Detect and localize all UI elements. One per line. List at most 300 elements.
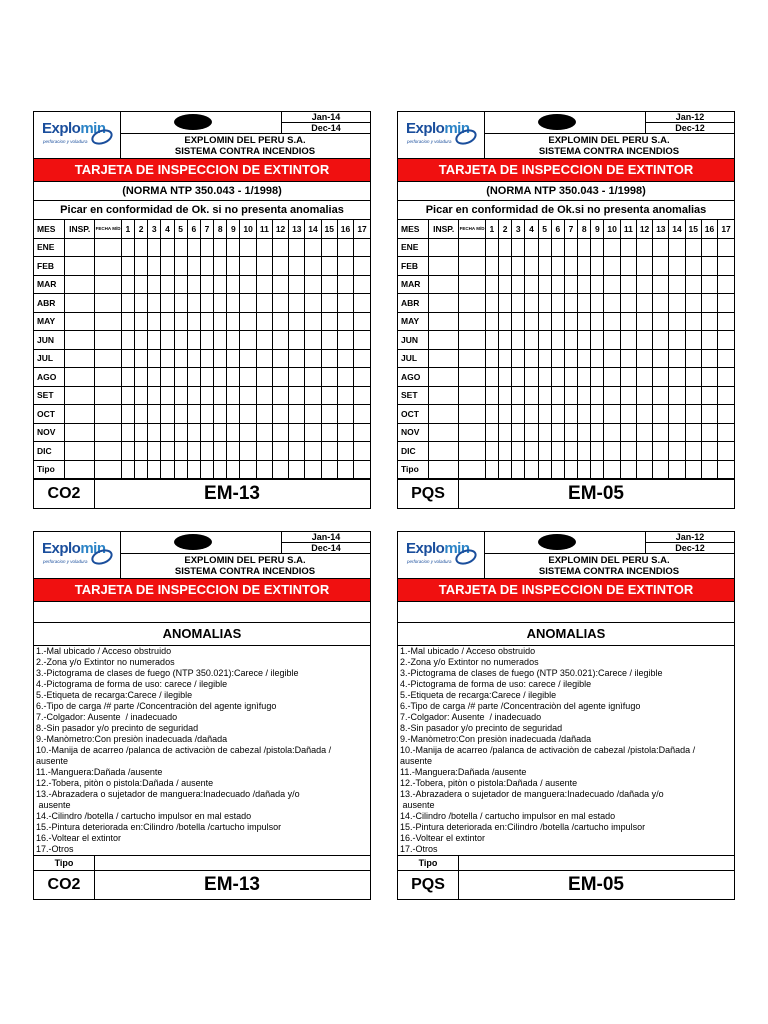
check-cell[interactable] [653, 312, 669, 331]
check-cell[interactable] [95, 442, 121, 461]
check-cell[interactable] [591, 238, 604, 257]
check-cell[interactable] [161, 423, 174, 442]
check-cell[interactable] [161, 405, 174, 424]
check-cell[interactable] [485, 238, 498, 257]
check-cell[interactable] [485, 257, 498, 276]
check-cell[interactable] [718, 238, 734, 257]
check-cell[interactable] [134, 386, 147, 405]
check-cell[interactable] [337, 294, 353, 313]
check-cell[interactable] [161, 257, 174, 276]
check-cell[interactable] [718, 460, 734, 479]
check-cell[interactable] [121, 294, 134, 313]
check-cell[interactable] [591, 349, 604, 368]
check-cell[interactable] [174, 386, 187, 405]
check-cell[interactable] [256, 368, 272, 387]
check-cell[interactable] [272, 275, 288, 294]
check-cell[interactable] [685, 257, 701, 276]
check-cell[interactable] [148, 294, 161, 313]
check-cell[interactable] [305, 368, 321, 387]
check-cell[interactable] [718, 405, 734, 424]
check-cell[interactable] [121, 405, 134, 424]
check-cell[interactable] [174, 238, 187, 257]
check-cell[interactable] [512, 294, 525, 313]
check-cell[interactable] [227, 442, 240, 461]
check-cell[interactable] [321, 275, 337, 294]
check-cell[interactable] [669, 349, 685, 368]
check-cell[interactable] [354, 423, 370, 442]
check-cell[interactable] [121, 386, 134, 405]
check-cell[interactable] [240, 349, 256, 368]
check-cell[interactable] [174, 312, 187, 331]
check-cell[interactable] [321, 294, 337, 313]
check-cell[interactable] [95, 312, 121, 331]
check-cell[interactable] [305, 238, 321, 257]
check-cell[interactable] [701, 238, 717, 257]
check-cell[interactable] [337, 423, 353, 442]
check-cell[interactable] [134, 423, 147, 442]
check-cell[interactable] [95, 257, 121, 276]
check-cell[interactable] [591, 368, 604, 387]
check-cell[interactable] [337, 275, 353, 294]
check-cell[interactable] [620, 294, 636, 313]
check-cell[interactable] [148, 368, 161, 387]
check-cell[interactable] [354, 257, 370, 276]
check-cell[interactable] [620, 460, 636, 479]
check-cell[interactable] [200, 294, 213, 313]
check-cell[interactable] [240, 275, 256, 294]
check-cell[interactable] [669, 331, 685, 350]
check-cell[interactable] [148, 275, 161, 294]
check-cell[interactable] [620, 312, 636, 331]
check-cell[interactable] [685, 275, 701, 294]
check-cell[interactable] [591, 312, 604, 331]
check-cell[interactable] [459, 238, 485, 257]
check-cell[interactable] [498, 257, 511, 276]
check-cell[interactable] [653, 257, 669, 276]
check-cell[interactable] [551, 294, 564, 313]
check-cell[interactable] [227, 238, 240, 257]
check-cell[interactable] [174, 349, 187, 368]
check-cell[interactable] [653, 442, 669, 461]
check-cell[interactable] [685, 423, 701, 442]
check-cell[interactable] [64, 368, 94, 387]
check-cell[interactable] [701, 423, 717, 442]
check-cell[interactable] [214, 257, 227, 276]
check-cell[interactable] [578, 405, 591, 424]
check-cell[interactable] [200, 331, 213, 350]
check-cell[interactable] [240, 442, 256, 461]
check-cell[interactable] [538, 386, 551, 405]
check-cell[interactable] [525, 257, 538, 276]
check-cell[interactable] [161, 349, 174, 368]
check-cell[interactable] [256, 442, 272, 461]
check-cell[interactable] [134, 257, 147, 276]
check-cell[interactable] [272, 423, 288, 442]
check-cell[interactable] [64, 275, 94, 294]
check-cell[interactable] [653, 460, 669, 479]
check-cell[interactable] [256, 294, 272, 313]
check-cell[interactable] [428, 331, 458, 350]
check-cell[interactable] [669, 442, 685, 461]
check-cell[interactable] [256, 312, 272, 331]
check-cell[interactable] [538, 423, 551, 442]
check-cell[interactable] [551, 257, 564, 276]
check-cell[interactable] [121, 312, 134, 331]
check-cell[interactable] [653, 294, 669, 313]
check-cell[interactable] [459, 294, 485, 313]
check-cell[interactable] [604, 460, 620, 479]
check-cell[interactable] [604, 257, 620, 276]
check-cell[interactable] [272, 257, 288, 276]
check-cell[interactable] [551, 405, 564, 424]
check-cell[interactable] [354, 368, 370, 387]
check-cell[interactable] [551, 386, 564, 405]
check-cell[interactable] [272, 294, 288, 313]
check-cell[interactable] [669, 238, 685, 257]
check-cell[interactable] [272, 386, 288, 405]
check-cell[interactable] [161, 368, 174, 387]
check-cell[interactable] [289, 423, 305, 442]
check-cell[interactable] [227, 368, 240, 387]
check-cell[interactable] [161, 331, 174, 350]
check-cell[interactable] [214, 294, 227, 313]
check-cell[interactable] [161, 312, 174, 331]
check-cell[interactable] [485, 423, 498, 442]
check-cell[interactable] [718, 349, 734, 368]
check-cell[interactable] [564, 349, 577, 368]
check-cell[interactable] [564, 275, 577, 294]
check-cell[interactable] [620, 368, 636, 387]
check-cell[interactable] [512, 386, 525, 405]
check-cell[interactable] [718, 331, 734, 350]
check-cell[interactable] [272, 331, 288, 350]
check-cell[interactable] [636, 331, 652, 350]
check-cell[interactable] [305, 257, 321, 276]
check-cell[interactable] [669, 460, 685, 479]
check-cell[interactable] [498, 386, 511, 405]
check-cell[interactable] [685, 331, 701, 350]
check-cell[interactable] [669, 257, 685, 276]
check-cell[interactable] [512, 405, 525, 424]
check-cell[interactable] [148, 442, 161, 461]
check-cell[interactable] [95, 275, 121, 294]
check-cell[interactable] [148, 386, 161, 405]
check-cell[interactable] [604, 386, 620, 405]
check-cell[interactable] [321, 312, 337, 331]
check-cell[interactable] [525, 275, 538, 294]
check-cell[interactable] [289, 312, 305, 331]
check-cell[interactable] [187, 312, 200, 331]
check-cell[interactable] [620, 386, 636, 405]
check-cell[interactable] [64, 238, 94, 257]
check-cell[interactable] [564, 442, 577, 461]
check-cell[interactable] [551, 331, 564, 350]
check-cell[interactable] [591, 257, 604, 276]
check-cell[interactable] [240, 423, 256, 442]
check-cell[interactable] [187, 294, 200, 313]
check-cell[interactable] [354, 294, 370, 313]
check-cell[interactable] [227, 275, 240, 294]
check-cell[interactable] [604, 294, 620, 313]
check-cell[interactable] [538, 275, 551, 294]
check-cell[interactable] [564, 405, 577, 424]
check-cell[interactable] [161, 442, 174, 461]
check-cell[interactable] [227, 331, 240, 350]
check-cell[interactable] [525, 405, 538, 424]
check-cell[interactable] [636, 442, 652, 461]
check-cell[interactable] [305, 275, 321, 294]
check-cell[interactable] [428, 368, 458, 387]
check-cell[interactable] [200, 275, 213, 294]
check-cell[interactable] [459, 442, 485, 461]
check-cell[interactable] [525, 368, 538, 387]
check-cell[interactable] [428, 423, 458, 442]
check-cell[interactable] [669, 312, 685, 331]
check-cell[interactable] [214, 442, 227, 461]
check-cell[interactable] [620, 238, 636, 257]
check-cell[interactable] [200, 257, 213, 276]
check-cell[interactable] [604, 331, 620, 350]
check-cell[interactable] [305, 294, 321, 313]
check-cell[interactable] [591, 294, 604, 313]
check-cell[interactable] [121, 368, 134, 387]
check-cell[interactable] [653, 405, 669, 424]
check-cell[interactable] [121, 275, 134, 294]
check-cell[interactable] [620, 349, 636, 368]
check-cell[interactable] [578, 368, 591, 387]
check-cell[interactable] [200, 442, 213, 461]
check-cell[interactable] [272, 312, 288, 331]
check-cell[interactable] [718, 386, 734, 405]
check-cell[interactable] [187, 275, 200, 294]
check-cell[interactable] [701, 331, 717, 350]
check-cell[interactable] [498, 423, 511, 442]
check-cell[interactable] [95, 294, 121, 313]
check-cell[interactable] [512, 238, 525, 257]
check-cell[interactable] [321, 442, 337, 461]
check-cell[interactable] [134, 331, 147, 350]
check-cell[interactable] [428, 405, 458, 424]
check-cell[interactable] [564, 331, 577, 350]
check-cell[interactable] [578, 275, 591, 294]
check-cell[interactable] [95, 460, 121, 479]
check-cell[interactable] [214, 368, 227, 387]
check-cell[interactable] [321, 238, 337, 257]
check-cell[interactable] [620, 442, 636, 461]
check-cell[interactable] [354, 405, 370, 424]
check-cell[interactable] [337, 442, 353, 461]
check-cell[interactable] [354, 238, 370, 257]
check-cell[interactable] [321, 349, 337, 368]
check-cell[interactable] [669, 423, 685, 442]
check-cell[interactable] [538, 349, 551, 368]
check-cell[interactable] [134, 275, 147, 294]
check-cell[interactable] [289, 405, 305, 424]
check-cell[interactable] [564, 368, 577, 387]
check-cell[interactable] [564, 460, 577, 479]
check-cell[interactable] [512, 460, 525, 479]
check-cell[interactable] [289, 368, 305, 387]
check-cell[interactable] [551, 275, 564, 294]
check-cell[interactable] [701, 368, 717, 387]
check-cell[interactable] [459, 386, 485, 405]
check-cell[interactable] [289, 238, 305, 257]
check-cell[interactable] [564, 238, 577, 257]
check-cell[interactable] [148, 460, 161, 479]
check-cell[interactable] [653, 349, 669, 368]
check-cell[interactable] [428, 294, 458, 313]
check-cell[interactable] [200, 423, 213, 442]
check-cell[interactable] [538, 294, 551, 313]
check-cell[interactable] [227, 423, 240, 442]
check-cell[interactable] [620, 331, 636, 350]
check-cell[interactable] [718, 423, 734, 442]
check-cell[interactable] [337, 405, 353, 424]
check-cell[interactable] [305, 423, 321, 442]
check-cell[interactable] [256, 257, 272, 276]
check-cell[interactable] [64, 312, 94, 331]
check-cell[interactable] [214, 312, 227, 331]
check-cell[interactable] [272, 460, 288, 479]
check-cell[interactable] [578, 257, 591, 276]
check-cell[interactable] [337, 349, 353, 368]
check-cell[interactable] [512, 312, 525, 331]
check-cell[interactable] [620, 257, 636, 276]
check-cell[interactable] [321, 405, 337, 424]
check-cell[interactable] [121, 442, 134, 461]
check-cell[interactable] [187, 331, 200, 350]
check-cell[interactable] [240, 238, 256, 257]
check-cell[interactable] [718, 442, 734, 461]
check-cell[interactable] [337, 368, 353, 387]
check-cell[interactable] [64, 294, 94, 313]
check-cell[interactable] [200, 405, 213, 424]
check-cell[interactable] [459, 257, 485, 276]
check-cell[interactable] [214, 386, 227, 405]
check-cell[interactable] [459, 368, 485, 387]
check-cell[interactable] [321, 386, 337, 405]
check-cell[interactable] [256, 238, 272, 257]
check-cell[interactable] [256, 331, 272, 350]
check-cell[interactable] [428, 386, 458, 405]
check-cell[interactable] [636, 238, 652, 257]
check-cell[interactable] [354, 331, 370, 350]
check-cell[interactable] [525, 423, 538, 442]
check-cell[interactable] [240, 257, 256, 276]
check-cell[interactable] [578, 442, 591, 461]
check-cell[interactable] [161, 238, 174, 257]
check-cell[interactable] [64, 349, 94, 368]
check-cell[interactable] [240, 294, 256, 313]
check-cell[interactable] [604, 275, 620, 294]
check-cell[interactable] [685, 368, 701, 387]
check-cell[interactable] [685, 294, 701, 313]
check-cell[interactable] [498, 349, 511, 368]
check-cell[interactable] [591, 423, 604, 442]
check-cell[interactable] [428, 460, 458, 479]
check-cell[interactable] [653, 238, 669, 257]
check-cell[interactable] [64, 460, 94, 479]
check-cell[interactable] [240, 312, 256, 331]
check-cell[interactable] [669, 275, 685, 294]
check-cell[interactable] [538, 312, 551, 331]
check-cell[interactable] [134, 294, 147, 313]
check-cell[interactable] [636, 423, 652, 442]
check-cell[interactable] [669, 405, 685, 424]
check-cell[interactable] [620, 275, 636, 294]
check-cell[interactable] [636, 312, 652, 331]
check-cell[interactable] [485, 405, 498, 424]
check-cell[interactable] [701, 349, 717, 368]
check-cell[interactable] [578, 386, 591, 405]
check-cell[interactable] [134, 405, 147, 424]
check-cell[interactable] [620, 423, 636, 442]
check-cell[interactable] [321, 460, 337, 479]
check-cell[interactable] [305, 349, 321, 368]
check-cell[interactable] [305, 460, 321, 479]
check-cell[interactable] [289, 275, 305, 294]
check-cell[interactable] [525, 386, 538, 405]
check-cell[interactable] [512, 331, 525, 350]
check-cell[interactable] [485, 460, 498, 479]
check-cell[interactable] [485, 386, 498, 405]
check-cell[interactable] [240, 331, 256, 350]
check-cell[interactable] [272, 349, 288, 368]
check-cell[interactable] [498, 442, 511, 461]
check-cell[interactable] [498, 331, 511, 350]
check-cell[interactable] [498, 294, 511, 313]
check-cell[interactable] [148, 257, 161, 276]
check-cell[interactable] [95, 331, 121, 350]
check-cell[interactable] [121, 257, 134, 276]
check-cell[interactable] [200, 349, 213, 368]
check-cell[interactable] [187, 349, 200, 368]
check-cell[interactable] [685, 460, 701, 479]
check-cell[interactable] [214, 275, 227, 294]
check-cell[interactable] [512, 257, 525, 276]
check-cell[interactable] [305, 405, 321, 424]
check-cell[interactable] [354, 349, 370, 368]
check-cell[interactable] [525, 331, 538, 350]
check-cell[interactable] [134, 442, 147, 461]
check-cell[interactable] [161, 294, 174, 313]
check-cell[interactable] [512, 442, 525, 461]
check-cell[interactable] [174, 460, 187, 479]
check-cell[interactable] [498, 238, 511, 257]
check-cell[interactable] [161, 386, 174, 405]
check-cell[interactable] [701, 386, 717, 405]
check-cell[interactable] [653, 275, 669, 294]
check-cell[interactable] [256, 423, 272, 442]
check-cell[interactable] [459, 349, 485, 368]
check-cell[interactable] [337, 460, 353, 479]
check-cell[interactable] [718, 257, 734, 276]
check-cell[interactable] [289, 460, 305, 479]
check-cell[interactable] [653, 331, 669, 350]
check-cell[interactable] [591, 442, 604, 461]
check-cell[interactable] [485, 349, 498, 368]
check-cell[interactable] [538, 460, 551, 479]
check-cell[interactable] [485, 442, 498, 461]
check-cell[interactable] [321, 368, 337, 387]
check-cell[interactable] [187, 442, 200, 461]
check-cell[interactable] [174, 331, 187, 350]
check-cell[interactable] [289, 386, 305, 405]
check-cell[interactable] [551, 460, 564, 479]
check-cell[interactable] [459, 460, 485, 479]
check-cell[interactable] [187, 368, 200, 387]
check-cell[interactable] [95, 238, 121, 257]
